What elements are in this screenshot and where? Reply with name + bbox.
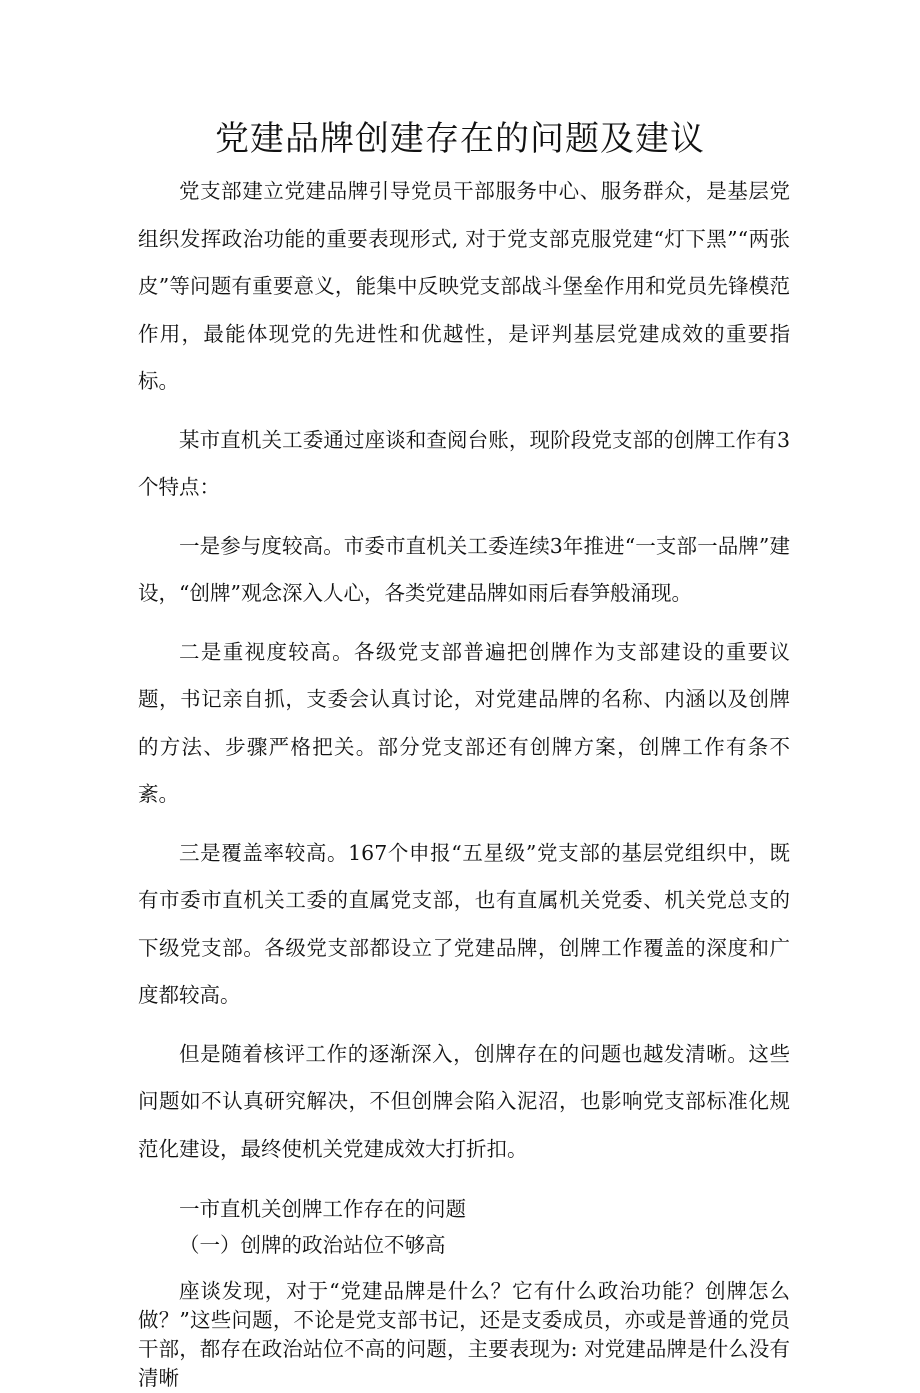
paragraph-problems-intro: 但是随着核评工作的逐渐深入，创牌存在的问题也越发清晰。这些问题如不认真研究解决，不但创牌会陷入泥沼，也影响党支部标准化规范化建设，最终使机关党建成效大打折扣。 <box>138 1041 790 1161</box>
paragraph-feature-coverage: 三是覆盖率较高。167个申报“五星级”党支部的基层党组织中，既有市委市直机关工委的直属党支部，也有直属机关党委、机关党总支的下级党支部。各级党支部都设立了党建品牌，创牌工作覆盖的深度和广度都较高。 <box>138 840 790 1007</box>
paragraph-feature-participation: 一是参与度较高。市委市直机关工委连续3年推进“一支部一品牌”建设，“创牌”观念深入人心，各类党建品牌如雨后春笋般涌现。 <box>138 533 790 605</box>
paragraph-feature-attention: 二是重视度较高。各级党支部普遍把创牌作为支部建设的重要议题，书记亲自抓，支委会认真讨论，对党建品牌的名称、内涵以及创牌的方法、步骤严格把关。部分党支部还有创牌方案，创牌工作有条不紊。 <box>138 639 790 806</box>
paragraph-symposium: 座谈发现，对于“党建品牌是什么？它有什么政治功能？创牌怎么做？”这些问题，不论是党支部书记，还是支委成员，亦或是普通的党员干部，都存在政治站位不高的问题，主要表现为: 对党建品牌是什么没有清晰 <box>138 1279 790 1390</box>
document-body <box>138 168 790 1393</box>
document-title: 党建品牌创建存在的问题及建议 <box>215 119 705 159</box>
section-heading: 一市直机关创牌工作存在的问题 <box>179 1197 466 1221</box>
paragraph-intro: 党支部建立党建品牌引导党员干部服务中心、服务群众，是基层党组织发挥政治功能的重要表现形式, 对于党支部克服党建“灯下黑”“两张皮”等问题有重要意义，能集中反映党支部战斗堡垒作用和党员先锋模范作用，最能体现党的先进性和优越性，是评判基层党建成效的重要指标。 <box>138 179 790 393</box>
paragraph-features-intro: 某市直机关工委通过座谈和查阅台账，现阶段党支部的创牌工作有3个特点： <box>138 427 790 499</box>
subsection-heading: （一）创牌的政治站位不够高 <box>179 1233 446 1257</box>
